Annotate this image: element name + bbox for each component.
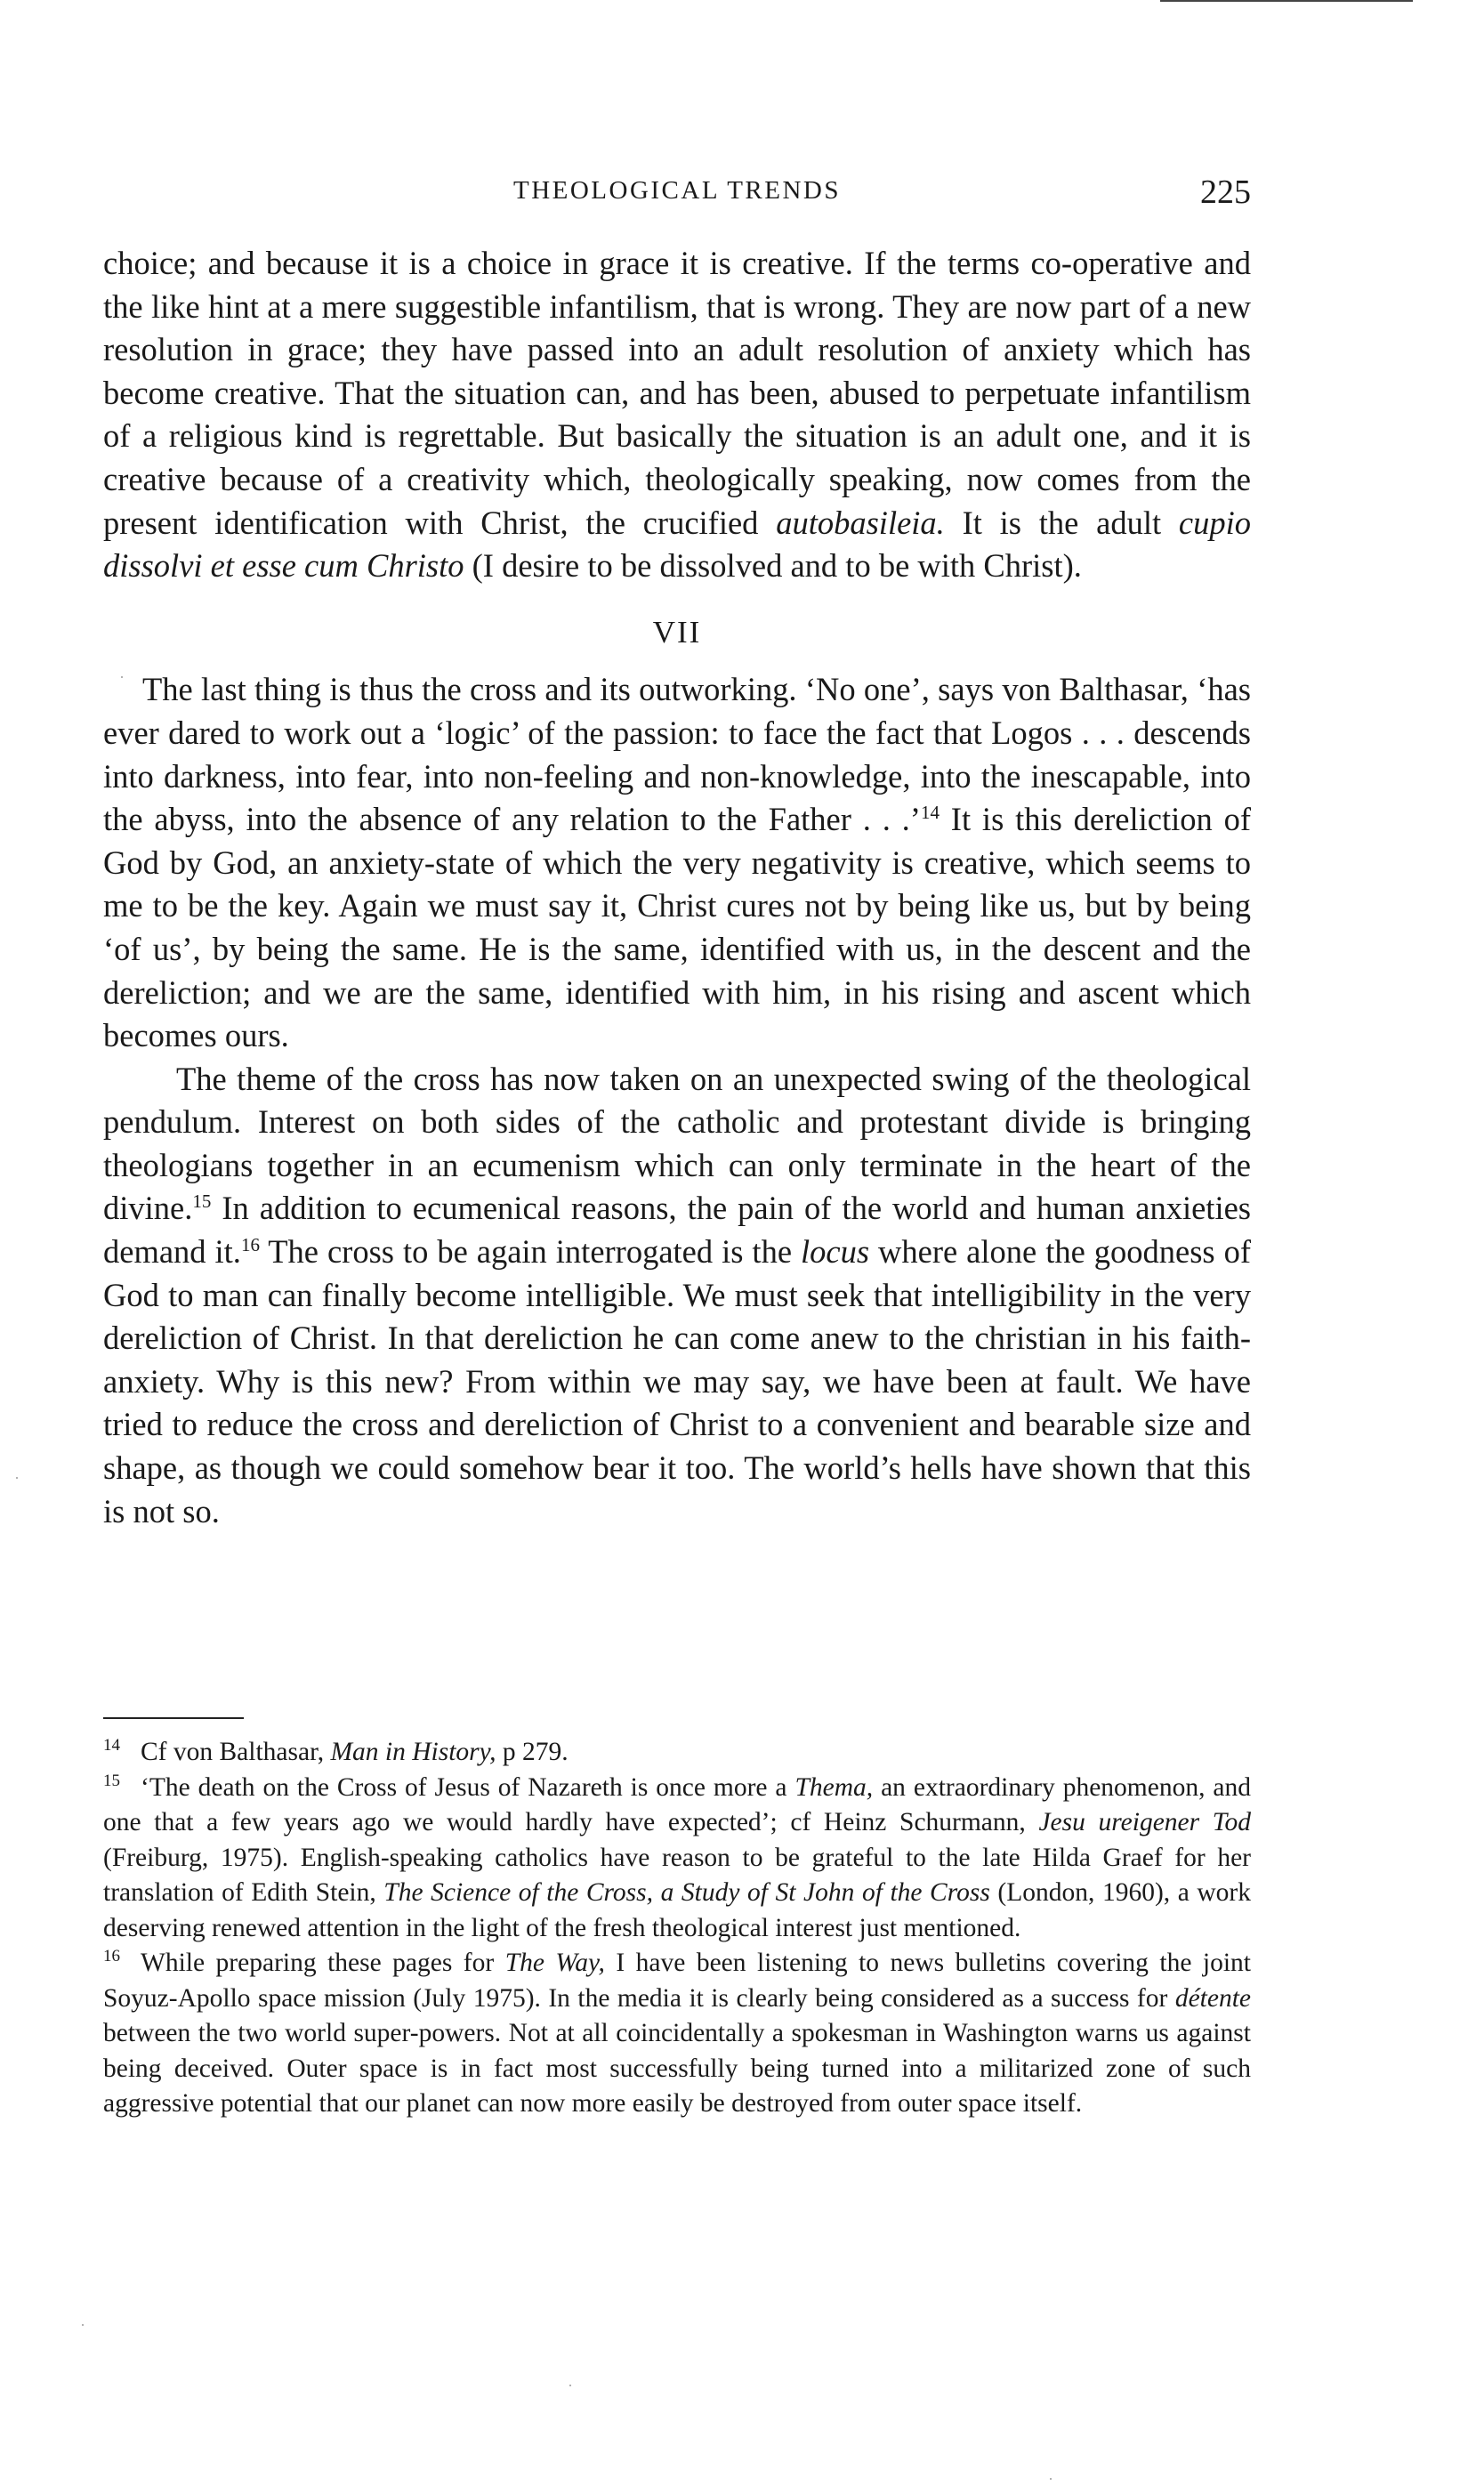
footnote-14-title: Man in History, xyxy=(330,1738,496,1766)
running-title: THEOLOGICAL TRENDS xyxy=(512,176,841,205)
page-header xyxy=(103,173,1251,217)
footnote-16-term-detente: détente xyxy=(1174,1983,1251,2013)
footnote-15-text-e: (Freiburg, 1975). English-speaking catholics have reason to be grateful to the late Hilda Graef for her translation of Edith Stein, xyxy=(103,1843,1251,1907)
footnote-16-title-the-way: The Way, xyxy=(504,1949,605,1977)
main-text xyxy=(103,242,1251,1533)
p3-text-b: In addition to ecumenical reasons, the pain of the world and human anxieties demand it. xyxy=(103,1190,1251,1271)
scan-speck xyxy=(121,676,123,678)
footnote-14: 14 Cf von Balthasar, Man in History, p 279. xyxy=(103,1736,569,1766)
footnote-14-text-c: p 279. xyxy=(496,1738,569,1766)
footnote-15-title-jesu: Jesu ureigener Tod xyxy=(1038,1808,1251,1836)
p1-text-c: It is the adult xyxy=(944,504,1179,541)
paragraph-2 xyxy=(103,668,1251,1057)
footnote-divider xyxy=(103,1717,244,1719)
footnote-15-text-g: (London, 1960), a work deserving renewed attention in the light of the fresh theological interest just mentioned. xyxy=(103,1878,1251,1942)
footnote-15-text-c: an extraordinary phenomenon, and one that a few years ago we would hardly have expected’; cf Heinz Schurmann, xyxy=(103,1772,1251,1836)
p2-text-b: It is this dereliction of God by God, an anxiety-state of which the very negativity is creative, which seems to me to be the key. Again we must say it, Christ cures not by being like us, but by being ‘of us’, by being the same. He is the same, identified with us, in the descent and the dereliction; and we are the same, identified with him, in his rising and ascent which becomes ours. xyxy=(103,801,1251,1054)
scan-speck xyxy=(82,2324,84,2326)
footnote-16-text-c: I have been listening to news bulletins covering the joint Soyuz-Apollo space mission (July 1975). In the media it is clearly being considered as a success for xyxy=(103,1949,1251,2013)
footnote-15-text-a: ‘The death on the Cross of Jesus of Nazareth is once more a xyxy=(141,1772,795,1802)
p2-text-a: The last thing is thus the cross and its outworking. ‘No one’, says von Balthasar, ‘has ever dared to work out a ‘logic’ of the passion: to face the fact that Logos . . . descends into darkness, into fear, into non-feeling and non-knowledge, into the inescapable, into the abyss, into the absence of any relation to the Father . . .’ xyxy=(103,671,1251,838)
p1-text-e: (I desire to be dissolved and to be with Christ). xyxy=(464,547,1082,585)
top-edge-rule xyxy=(1160,0,1413,2)
footnotes xyxy=(103,1735,1251,2122)
p3-text-c: The cross to be again interrogated is the xyxy=(259,1233,801,1271)
p3-text-e: where alone the goodness of God to man can finally become intelligible. We must seek that intelligibility in the very dereliction of Christ. In that dereliction he can come anew to the christian in his faith-anxiety. Why is this new? From within we may say, we have been at fault. We have tried to reduce the cross and dereliction of Christ to a convenient and bearable size and shape, as though we could somehow bear it too. The world’s hells have shown that this is not so. xyxy=(103,1233,1251,1530)
footnote-15-title-science: The Science of the Cross, a Study of St John of the Cross xyxy=(383,1878,990,1907)
footnote-16-text-e: between the two world super-powers. Not at all coincidentally a spokesman in Washington warns us against being deceived. Outer space is in fact most successfully being turned into a militarized zone of such aggressive potential that our planet can now more easily be destroyed from outer space itself. xyxy=(103,2019,1251,2118)
footnote-14-text-a: Cf von Balthasar, xyxy=(141,1738,331,1766)
section-heading: VII xyxy=(652,614,702,650)
footnote-16-text-a: While preparing these pages for xyxy=(141,1949,505,1977)
footnote-16: 16 While preparing these pages for The Way, I have been listening to news bulletins covering the joint Soyuz-Apollo space mission (July 1975). In the media it is clearly being considered as a success for détente between the two world super-powers. Not at all coincidentally a spokesman in Washington warns us against being deceived. Outer space is in fact most successfully being turned into a militarized zone of such aggressive potential that our planet can now more easily be destroyed from outer space itself. xyxy=(103,1947,1251,2118)
p1-text-a: choice; and because it is a choice in grace it is creative. If the terms co-operative and the like hint at a mere suggestible infantilism, that is wrong. They are now part of a new resolution in grace; they have passed into an adult resolution of anxiety which has become creative. That the situation can, and has been, abused to perpetuate infantilism of a religious kind is regrettable. But basically the situation is an adult one, and it is creative because of a creativity which, theologically speaking, now comes from the present identification with Christ, the crucified xyxy=(103,245,1251,541)
p1-latin-quote: cupio dissolvi et esse cum Christo xyxy=(103,504,1251,585)
scan-speck xyxy=(16,1477,18,1479)
footnote-ref-14: 14 xyxy=(920,801,940,823)
footnote-15-term-thema: Thema, xyxy=(794,1772,874,1802)
footnote-ref-16: 16 xyxy=(240,1233,260,1255)
scan-speck xyxy=(569,2385,571,2386)
footnote-ref-15: 15 xyxy=(192,1191,212,1213)
p3-text-a: The theme of the cross has now taken on an unexpected swing of the theological pendulum. Interest on both sides of the catholic and protestant divide is bringing theologians together in an ecumenism which can only terminate in the heart of the divine. xyxy=(103,1060,1251,1227)
paragraph-3 xyxy=(103,1058,1251,1534)
footnote-15: 15 ‘The death on the Cross of Jesus of Nazareth is once more a Thema, an extraordinary phenomenon, and one that a few years ago we would hardly have expected’; cf Heinz Schurmann, Jesu ureigener Tod (Freiburg, 1975). English-speaking catholics have reason to be grateful to the late Hilda Graef for her translation of Edith Stein, The Science of the Cross, a Study of St John of the Cross (London, 1960), a work deserving renewed attention in the light of the fresh theological interest just mentioned. xyxy=(103,1771,1251,1942)
page-number: 225 xyxy=(1200,174,1251,211)
paragraph-1 xyxy=(103,242,1251,588)
p3-term-locus: locus xyxy=(801,1233,870,1271)
scan-speck xyxy=(1050,2478,1052,2480)
p1-term-autobasileia: autobasileia. xyxy=(776,504,945,541)
